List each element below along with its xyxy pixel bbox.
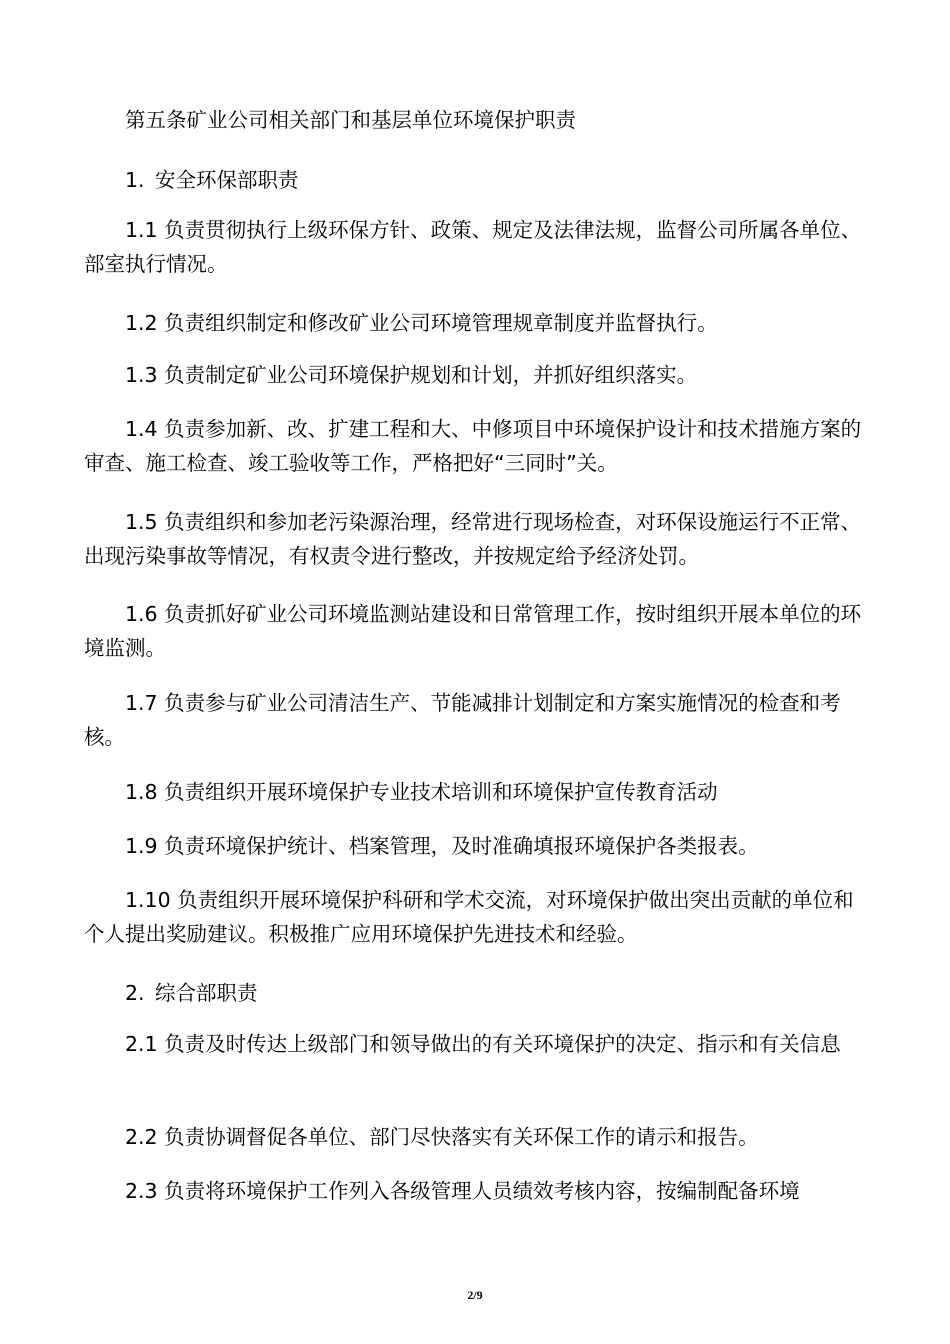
paragraph-1-4: 1.4 负责参加新、改、扩建工程和大、中修项目中环境保护设计和技术措施方案的审查、施工检查、竣工验收等工作，严格把好“三同时”关。 xyxy=(84,417,862,475)
page-number: 2/9 xyxy=(467,1288,483,1302)
paragraph-1-9: 1.9 负责环境保护统计、档案管理，及时准确填报环境保护各类报表。 xyxy=(125,834,759,858)
paragraph-1-8: 1.8 负责组织开展环境保护专业技术培训和环境保护宣传教育活动 xyxy=(125,780,718,804)
paragraph-1-5: 1.5 负责组织和参加老污染源治理，经常进行现场检查，对环保设施运行不正常、出现污染事故等情况，有权责令进行整改，并按规定给予经济处罚。 xyxy=(84,510,862,568)
section-heading-2 xyxy=(84,976,864,1010)
paragraph-2-2: 2.2 负责协调督促各单位、部门尽快落实有关环保工作的请示和报告。 xyxy=(125,1125,759,1149)
paragraph-1-6: 1.6 负责抓好矿业公司环境监测站建设和日常管理工作，按时组织开展本单位的环境监测。 xyxy=(84,602,862,660)
paragraph-2-3: 2.3 负责将环境保护工作列入各级管理人员绩效考核内容，按编制配备环境 xyxy=(125,1179,800,1203)
paragraph-2-1: 2.1 负责及时传达上级部门和领导做出的有关环境保护的决定、指示和有关信息 xyxy=(125,1032,841,1056)
paragraph-1-2: 1.2 负责组织制定和修改矿业公司环境管理规章制度并监督执行。 xyxy=(125,311,718,335)
article-title: 第五条矿业公司相关部门和基层单位环境保护职责 xyxy=(125,108,576,132)
section-title-2: 综合部职责 xyxy=(155,981,258,1005)
section-title-1: 安全环保部职责 xyxy=(155,168,299,192)
paragraph-1-10: 1.10 负责组织开展环境保护科研和学术交流，对环境保护做出突出贡献的单位和个人提出奖励建议。积极推广应用环境保护先进技术和经验。 xyxy=(84,888,854,946)
paragraph-1-7: 1.7 负责参与矿业公司清洁生产、节能减排计划制定和方案实施情况的检查和考核。 xyxy=(84,691,841,749)
section-heading-1 xyxy=(84,163,864,197)
paragraph-1-1: 1.1 负责贯彻执行上级环保方针、政策、规定及法律法规，监督公司所属各单位、部室执行情况。 xyxy=(84,218,862,276)
section-number-2: 2. xyxy=(125,981,145,1005)
paragraph-1-3: 1.3 负责制定矿业公司环境保护规划和计划，并抓好组织落实。 xyxy=(125,363,698,387)
section-number-1: 1. xyxy=(125,168,145,192)
